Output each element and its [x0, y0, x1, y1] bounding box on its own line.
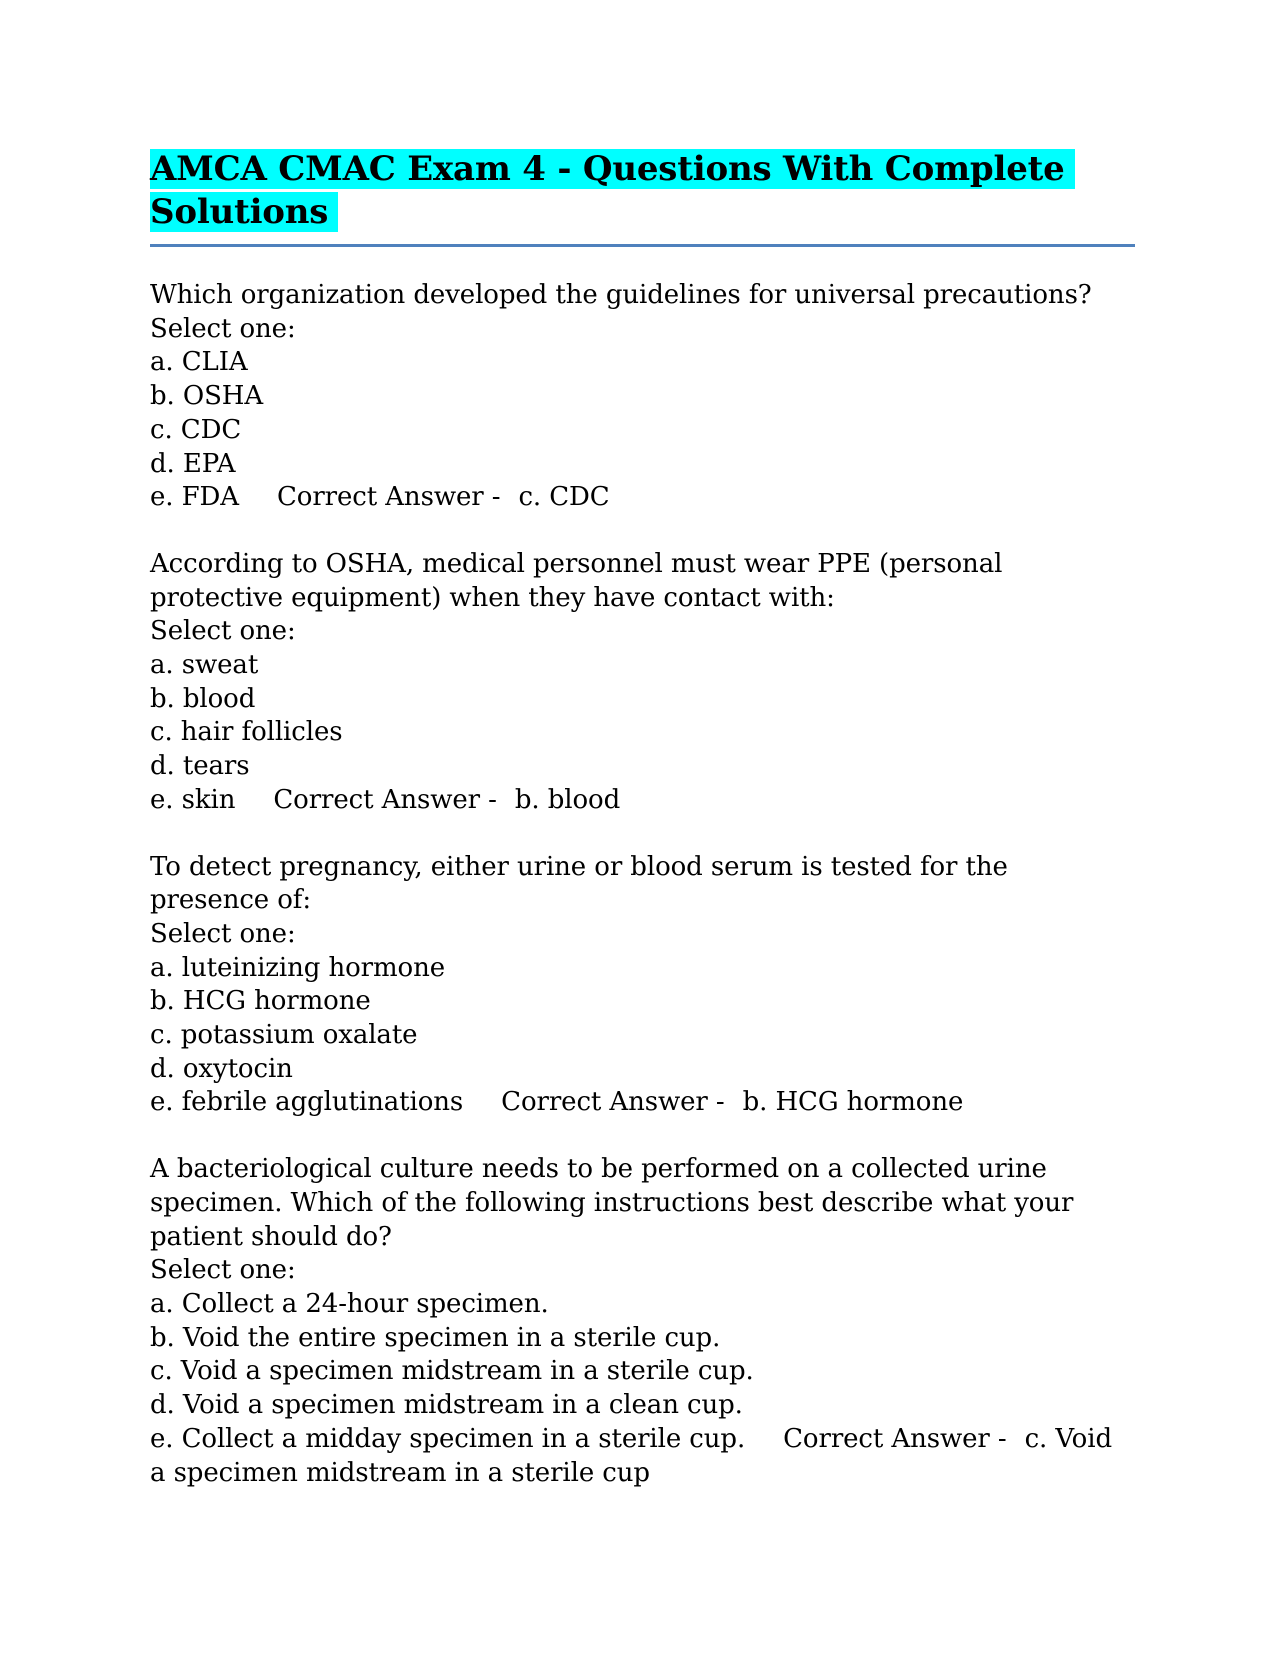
option-c: c. Void a specimen midstream in a sterile cup.: [150, 1356, 754, 1387]
question-list: [150, 279, 1135, 1490]
question-prompt: Which organization developed the guidelines for universal precautions?: [150, 280, 1092, 310]
question-block-2: [150, 548, 1135, 818]
title-divider: [150, 244, 1135, 247]
answer-label: Correct Answer -: [783, 1423, 1007, 1454]
option-b: b. OSHA: [150, 381, 264, 412]
option-a: a. luteinizing hormone: [150, 952, 446, 983]
option-b: b. blood: [150, 683, 256, 714]
correct-answer: b. blood: [514, 784, 621, 815]
question-prompt: To detect pregnancy, either urine or blood serum is tested for the presence of:: [150, 851, 1016, 916]
question-block-4: [150, 1153, 1135, 1490]
option-c: c. CDC: [150, 414, 242, 445]
correct-answer: c. Void a specimen midstream in a sterile cup: [150, 1423, 1121, 1488]
option-d: d. Void a specimen midstream in a clean cup.: [150, 1390, 743, 1421]
question-prompt: According to OSHA, medical personnel must wear PPE (personal protective equipment) when they have contact with:: [150, 548, 1011, 613]
correct-answer: c. CDC: [518, 482, 610, 513]
option-e: e. febrile agglutinations: [150, 1087, 464, 1118]
question-block-1: [150, 279, 1135, 515]
option-e: e. Collect a midday specimen in a sterile cup.: [150, 1423, 746, 1454]
answer-label: Correct Answer -: [501, 1087, 725, 1118]
document-page: [150, 148, 1135, 1523]
document-title-text: AMCA CMAC Exam 4 - Questions With Complete Solutions: [150, 149, 1075, 232]
select-label: Select one:: [150, 918, 296, 949]
option-d: d. oxytocin: [150, 1053, 293, 1084]
option-d: d. EPA: [150, 448, 236, 479]
option-e-with-answer: [150, 1086, 1135, 1120]
correct-answer: b. HCG hormone: [742, 1087, 964, 1118]
option-d: d. tears: [150, 751, 250, 782]
select-label: Select one:: [150, 1255, 296, 1286]
option-a: a. sweat: [150, 650, 259, 681]
option-e: e. skin: [150, 784, 236, 815]
select-label: Select one:: [150, 616, 296, 647]
option-e-with-answer: [150, 784, 1135, 818]
option-e-with-answer: [150, 1423, 1135, 1490]
option-e: e. FDA: [150, 482, 239, 513]
option-c: c. potassium oxalate: [150, 1020, 418, 1051]
option-c: c. hair follicles: [150, 717, 343, 748]
option-a: a. Collect a 24-hour specimen.: [150, 1288, 549, 1319]
option-a: a. CLIA: [150, 347, 248, 378]
answer-label: Correct Answer -: [273, 784, 497, 815]
select-label: Select one:: [150, 313, 296, 344]
option-b: b. Void the entire specimen in a sterile cup.: [150, 1322, 721, 1353]
option-b: b. HCG hormone: [150, 986, 371, 1017]
question-prompt: A bacteriological culture needs to be performed on a collected urine specimen. Which of the following instructions best describe what your patient should do?: [150, 1154, 1082, 1252]
answer-label: Correct Answer -: [276, 482, 501, 513]
document-title: [150, 148, 1135, 234]
question-block-3: [150, 851, 1135, 1121]
option-e-with-answer: [150, 481, 1135, 515]
